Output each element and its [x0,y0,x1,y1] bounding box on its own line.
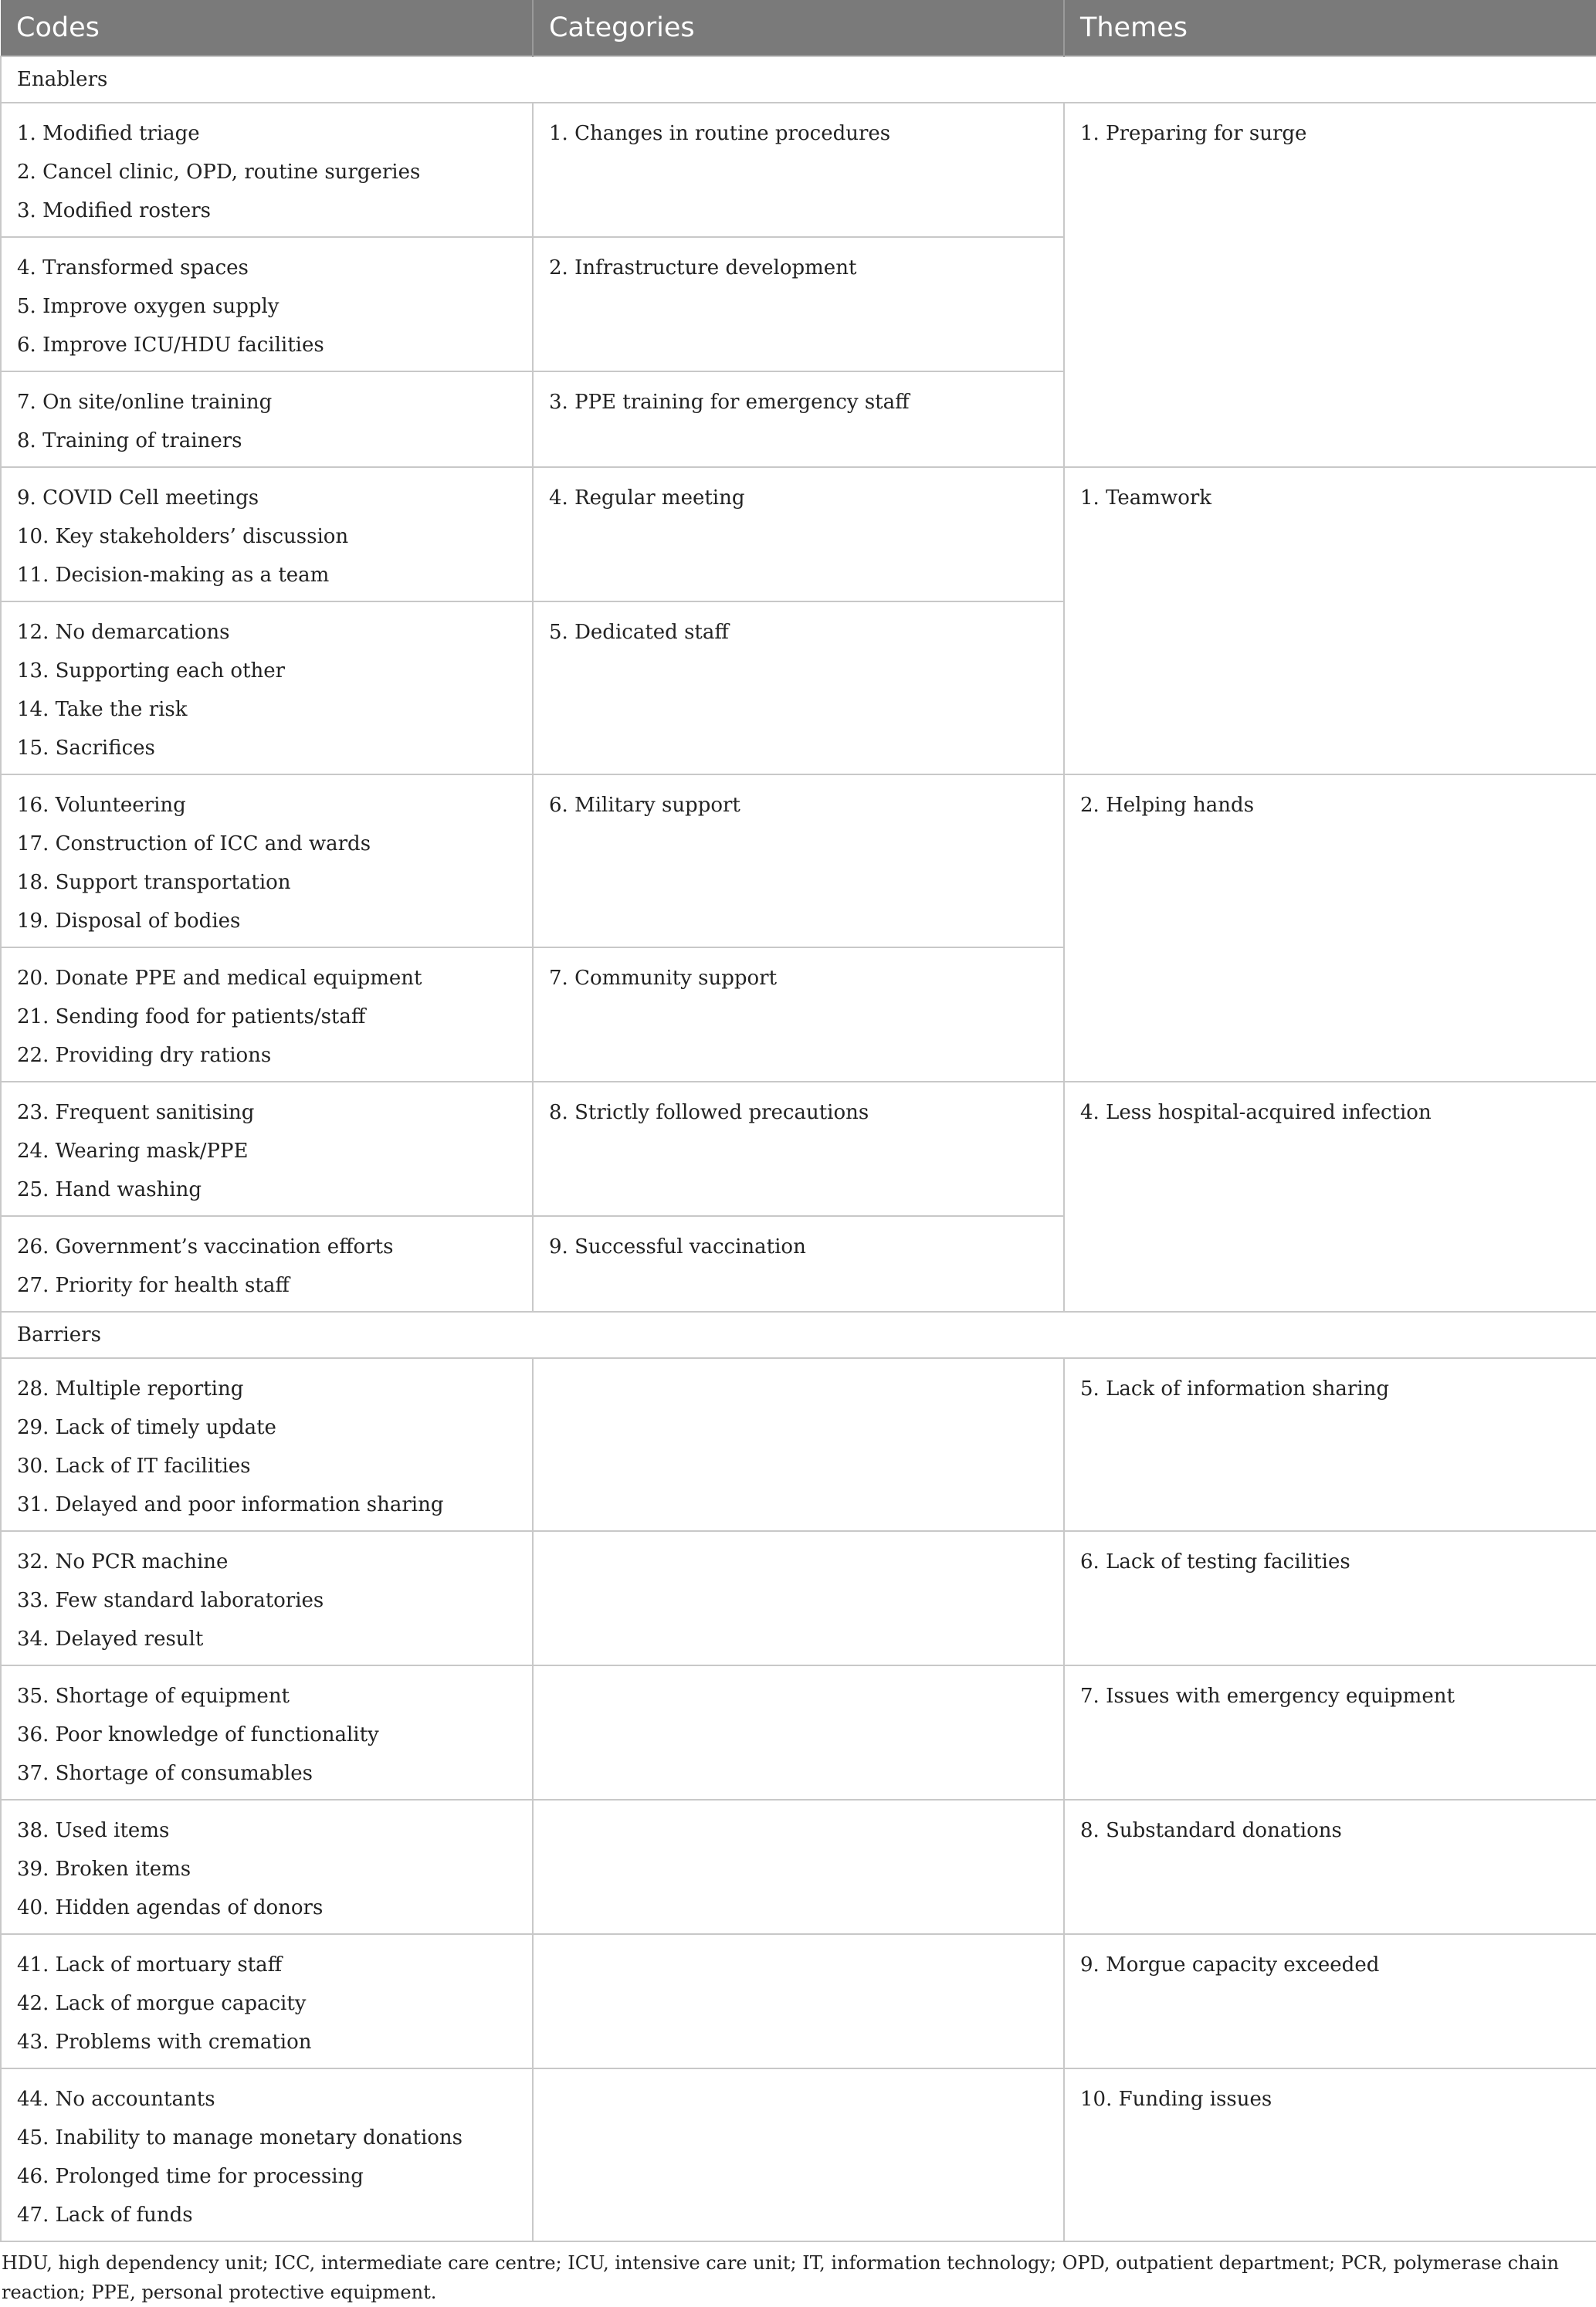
code-item: 45. Inability to manage monetary donations [17,2126,463,2149]
code-item: 19. Disposal of bodies [17,910,241,933]
code-item: 41. Lack of mortuary staff [17,1953,283,1977]
theme-cell [1064,774,1596,1082]
column-header-themes: Themes [1064,0,1596,56]
code-item: 3. Modified rosters [17,199,211,222]
theme-cell [1064,1358,1596,1531]
codes-cell [1,371,533,467]
codes-cell [1,1082,533,1216]
code-item: 27. Priority for health staff [17,1274,290,1297]
category-cell [533,103,1064,237]
category-label: 1. Changes in routine procedures [549,122,891,145]
code-item: 18. Support transportation [17,871,291,894]
section-row [1,1312,1596,1358]
theme-label: 6. Lack of testing facilities [1080,1550,1350,1574]
theme-label: 1. Teamwork [1080,486,1212,510]
category-cell [533,1934,1064,2068]
category-cell [533,1216,1064,1312]
code-item: 33. Few standard laboratories [17,1589,324,1612]
code-item: 23. Frequent sanitising [17,1101,255,1124]
category-label: 6. Military support [549,794,740,817]
category-cell [533,1800,1064,1934]
code-item: 29. Lack of timely update [17,1416,276,1439]
code-item: 7. On site/online training [17,391,273,414]
theme-label: 5. Lack of information sharing [1080,1377,1390,1401]
code-item: 36. Poor knowledge of functionality [17,1723,379,1746]
code-item: 20. Donate PPE and medical equipment [17,967,422,990]
theme-cell [1064,1531,1596,1665]
category-label: 3. PPE training for emergency staff [549,391,910,414]
theme-cell [1064,1082,1596,1312]
category-cell [533,947,1064,1082]
theme-label: 8. Substandard donations [1080,1819,1342,1842]
category-label: 9. Successful vaccination [549,1235,806,1259]
theme-label: 1. Preparing for surge [1080,122,1307,145]
code-item: 22. Providing dry rations [17,1044,272,1067]
category-cell [533,1665,1064,1800]
category-cell [533,237,1064,371]
section-row [1,56,1596,103]
category-label: 8. Strictly followed precautions [549,1101,869,1124]
code-item: 34. Delayed result [17,1628,204,1651]
code-item: 24. Wearing mask/PPE [17,1140,249,1163]
theme-label: 10. Funding issues [1080,2088,1272,2111]
code-item: 2. Cancel clinic, OPD, routine surgeries [17,161,421,184]
code-item: 35. Shortage of equipment [17,1685,290,1708]
codes-cell [1,1216,533,1312]
code-item: 1. Modified triage [17,122,200,145]
code-item: 12. No demarcations [17,621,230,644]
code-item: 15. Sacrifices [17,737,155,760]
codes-cell [1,774,533,947]
category-cell [533,601,1064,774]
code-item: 32. No PCR machine [17,1550,229,1574]
code-item: 37. Shortage of consumables [17,1762,313,1785]
code-item: 6. Improve ICU/HDU facilities [17,334,324,357]
category-cell [533,467,1064,601]
column-header-categories: Categories [533,0,1064,56]
theme-cell [1064,467,1596,774]
code-item: 10. Key stakeholders’ discussion [17,525,349,548]
category-label: 4. Regular meeting [549,486,745,510]
code-item: 16. Volunteering [17,794,186,817]
header-row [1,0,1596,56]
category-cell [533,371,1064,467]
codes-cell [1,1358,533,1531]
code-item: 11. Decision-making as a team [17,564,330,587]
section-label: Barriers [1,1312,1596,1358]
code-item: 46. Prolonged time for processing [17,2165,364,2188]
code-item: 26. Government’s vaccination efforts [17,1235,394,1259]
code-item: 14. Take the risk [17,698,188,721]
code-item: 44. No accountants [17,2088,215,2111]
table-footnote: HDU, high dependency unit; ICC, intermediate care centre; ICU, intensive care unit; IT, information technology; OPD, outpatient department; PCR, polymerase chain reaction; PPE, personal protective equipment. [2,2252,1559,2303]
code-item: 9. COVID Cell meetings [17,486,259,510]
theme-cell [1064,1934,1596,2068]
code-item: 43. Problems with cremation [17,2031,312,2054]
code-item: 39. Broken items [17,1858,191,1881]
codes-cell [1,103,533,237]
table-row [1,1531,1596,1665]
category-cell [533,774,1064,947]
code-item: 40. Hidden agendas of donors [17,1896,324,1919]
code-item: 42. Lack of morgue capacity [17,1992,307,2015]
category-cell [533,2068,1064,2241]
category-cell [533,1358,1064,1531]
code-item: 13. Supporting each other [17,659,286,683]
codes-cell [1,1800,533,1934]
section-label: Enablers [1,56,1596,103]
code-item: 28. Multiple reporting [17,1377,244,1401]
theme-cell [1064,1665,1596,1800]
table-row [1,1800,1596,1934]
code-item: 17. Construction of ICC and wards [17,832,371,855]
code-item: 31. Delayed and poor information sharing [17,1493,444,1516]
code-item: 30. Lack of IT facilities [17,1455,251,1478]
category-label: 7. Community support [549,967,778,990]
table-row [1,1082,1596,1216]
category-label: 2. Infrastructure development [549,256,857,279]
table-row [1,2068,1596,2241]
codes-cell [1,467,533,601]
category-cell [533,1531,1064,1665]
table-row [1,1665,1596,1800]
table-row [1,774,1596,947]
codes-cell [1,2068,533,2241]
category-cell [533,1082,1064,1216]
codes-cell [1,1665,533,1800]
theme-cell [1064,2068,1596,2241]
codes-cell [1,1531,533,1665]
category-label: 5. Dedicated staff [549,621,729,644]
code-item: 8. Training of trainers [17,429,242,452]
column-header-codes: Codes [1,0,533,56]
codes-cell [1,601,533,774]
code-item: 25. Hand washing [17,1178,202,1201]
table-row [1,103,1596,237]
codes-cell [1,947,533,1082]
theme-cell [1064,103,1596,467]
table-row [1,1934,1596,2068]
theme-label: 9. Morgue capacity exceeded [1080,1953,1380,1977]
code-item: 38. Used items [17,1819,170,1842]
table-row [1,1358,1596,1531]
theme-label: 2. Helping hands [1080,794,1255,817]
code-item: 4. Transformed spaces [17,256,249,279]
codes-cell [1,237,533,371]
table-body [1,56,1596,2241]
codes-cell [1,1934,533,2068]
table-row [1,467,1596,601]
code-item: 21. Sending food for patients/staff [17,1005,366,1028]
theme-cell [1064,1800,1596,1934]
code-item: 5. Improve oxygen supply [17,295,280,318]
code-item: 47. Lack of funds [17,2204,193,2227]
theme-label: 7. Issues with emergency equipment [1080,1685,1455,1708]
theme-label: 4. Less hospital-acquired infection [1080,1101,1432,1124]
